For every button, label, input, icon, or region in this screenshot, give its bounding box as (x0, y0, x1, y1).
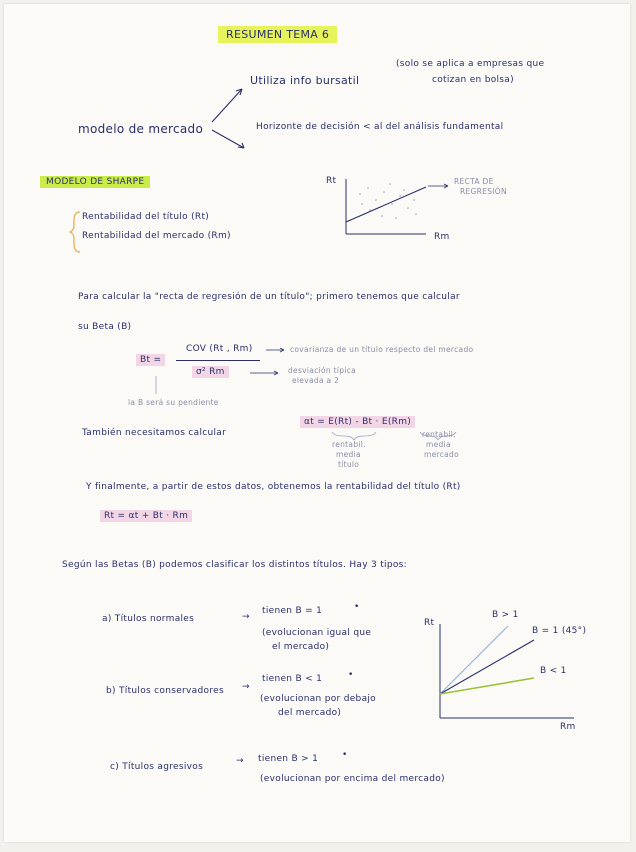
beta-type-b-label: b) Títulos conservadores (106, 686, 224, 696)
betas-graph-y-label: Rt (424, 618, 435, 628)
modelo-label: modelo de mercado (78, 122, 204, 136)
beta-denominator-note-2: elevada a 2 (292, 376, 340, 385)
regression-graph-y-label: Rt (326, 176, 337, 186)
alpha-note2-line1: rentabil. (422, 430, 456, 439)
sharpe-item-2: Rentabilidad del mercado (Rm) (82, 231, 231, 241)
betas-label-equal: B = 1 (45°) (532, 626, 587, 636)
regression-line-label-2: REGRESIÓN (460, 187, 507, 196)
beta-type-c-bullet: • (342, 750, 348, 760)
alpha-note2-line3: mercado (424, 450, 460, 459)
beta-type-a-arrow: → (242, 612, 250, 622)
beta-type-c-arrow: → (236, 756, 244, 766)
beta-lhs: Bt = (136, 354, 165, 366)
betas-label-greater: B > 1 (492, 610, 519, 620)
final-formula: Rt = αt + Bt · Rm (100, 510, 192, 522)
beta-numerator-note: covarianza de un título respecto del mercado (290, 345, 474, 354)
modelo-branch1-note-1: (solo se aplica a empresas que (396, 59, 545, 69)
beta-type-a-rule: tienen B = 1 (262, 606, 323, 616)
beta-type-b-note-1: (evolucionan por debajo (260, 694, 376, 704)
beta-type-b-bullet: • (348, 670, 354, 680)
alpha-formula: αt = E(Rt) - Bt · E(Rm) (300, 416, 415, 428)
alpha-note2-line2: media (426, 440, 451, 449)
beta-type-b-note-2: del mercado) (278, 708, 342, 718)
sharpe-item-1: Rentabilidad del título (Rt) (82, 212, 210, 222)
modelo-branch1: Utiliza info bursatil (250, 74, 360, 87)
notebook-page (4, 4, 630, 842)
beta-denominator: σ² Rm (192, 366, 229, 378)
page-title: RESUMEN TEMA 6 (218, 26, 337, 43)
beta-type-a-label: a) Títulos normales (102, 614, 195, 624)
beta-numerator: COV (Rt , Rm) (186, 344, 253, 354)
alpha-note1-line3: título (338, 460, 360, 469)
betas-graph-x-label: Rm (560, 722, 576, 732)
beta-type-c-label: c) Títulos agresivos (110, 762, 204, 772)
betas-label-less: B < 1 (540, 666, 567, 676)
modelo-branch1-note-2: cotizan en bolsa) (432, 75, 514, 85)
beta-denominator-note-1: desviación típica (288, 366, 357, 375)
modelo-branch2: Horizonte de decisión < al del análisis fundamental (256, 122, 504, 132)
regresion-intro-1: Para calcular la "recta de regresión de un título"; primero tenemos que calcular (78, 292, 460, 302)
beta-slope-note: la B será su pendiente (128, 398, 219, 407)
beta-type-b-arrow: → (242, 682, 250, 692)
alpha-note1-line2: media (336, 450, 361, 459)
beta-type-b-rule: tienen B < 1 (262, 674, 323, 684)
alpha-note1-line1: rentabil. (332, 440, 366, 449)
beta-type-c-rule: tienen B > 1 (258, 754, 319, 764)
regression-line-label-1: RECTA DE (454, 177, 494, 186)
alpha-intro: También necesitamos calcular (82, 428, 227, 438)
beta-type-a-note-2: el mercado) (272, 642, 330, 652)
betas-intro: Según las Betas (B) podemos clasificar los distintos títulos. Hay 3 tipos: (62, 560, 407, 570)
sharpe-heading: MODELO DE SHARPE (40, 176, 150, 188)
beta-type-a-note-1: (evolucionan igual que (262, 628, 372, 638)
final-intro: Y finalmente, a partir de estos datos, obtenemos la rentabilidad del título (Rt) (86, 482, 461, 492)
regresion-intro-2: su Beta (B) (78, 322, 132, 332)
beta-type-c-note: (evolucionan por encima del mercado) (260, 774, 445, 784)
beta-type-a-bullet: • (354, 602, 360, 612)
regression-graph-x-label: Rm (434, 232, 450, 242)
betas-graph (4, 4, 630, 852)
